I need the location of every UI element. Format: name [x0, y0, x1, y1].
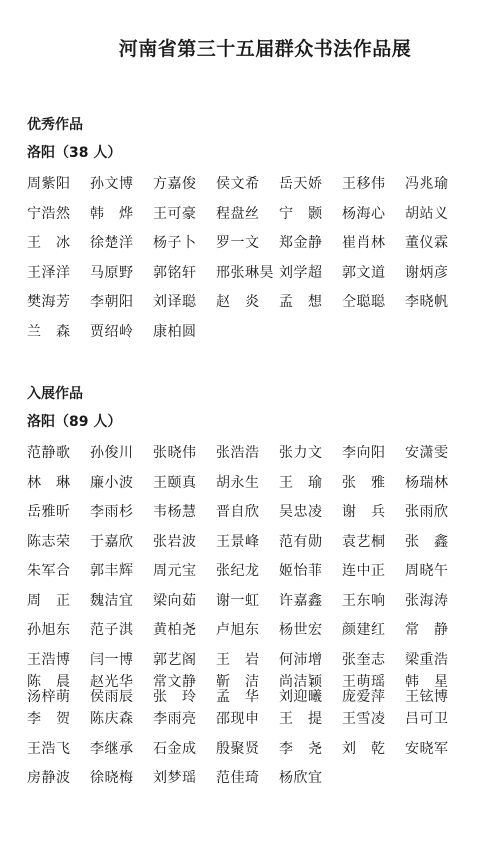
name-entry: 张浩浩: [216, 445, 260, 461]
name-entry: 王 岩: [216, 651, 260, 668]
name-entry: 范佳琦: [216, 770, 260, 786]
name-entry: 范静歌: [27, 445, 71, 461]
name-entry: 尚洁颖: [279, 674, 323, 690]
name-entry: 颜建红: [342, 622, 386, 638]
name-entry: 张 鑫: [405, 533, 449, 550]
name-entry: 庞爱萍: [342, 689, 386, 705]
region-heading: 洛阳（38 人）: [27, 145, 122, 161]
name-entry: 侯文希: [216, 176, 260, 192]
name-entry: 周紫阳: [27, 176, 71, 192]
name-entry: 徐晓梅: [90, 770, 134, 786]
name-entry: 何沛增: [279, 651, 323, 668]
name-entry: 孙俊川: [90, 445, 134, 461]
name-entry: 郭艺阁: [153, 651, 197, 668]
name-entry: 房静波: [27, 770, 71, 786]
name-entry: 李雨亮: [153, 711, 197, 727]
name-entry: 杨海心: [342, 205, 386, 222]
name-entry: 李雨杉: [90, 504, 134, 520]
name-entry: 邵现申: [216, 711, 260, 727]
name-entry: 林 琳: [27, 474, 71, 491]
name-entry: 贾绍岭: [90, 323, 134, 340]
name-entry: 于嘉欣: [90, 533, 134, 550]
name-list: [27, 439, 487, 794]
page-title: 河南省第三十五届群众书法作品展: [118, 38, 412, 60]
name-entry: 王颐真: [153, 474, 197, 491]
name-entry: 杨世宏: [279, 622, 323, 638]
name-entry: 李继承: [90, 740, 134, 757]
name-entry: 姬怡菲: [279, 563, 323, 579]
name-entry: 赵 炎: [216, 294, 260, 310]
name-entry: 常文静: [153, 674, 197, 690]
name-entry: 刘迎曦: [279, 689, 323, 705]
name-entry: 杨子卜: [153, 235, 197, 251]
name-entry: 张 玲: [153, 689, 197, 705]
name-entry: 仝聪聪: [342, 294, 386, 310]
name-entry: 王浩博: [27, 651, 71, 668]
name-entry: 王移伟: [342, 176, 386, 192]
name-entry: 范子淇: [90, 622, 134, 638]
name-entry: 闫一博: [90, 651, 134, 668]
name-entry: 宁浩然: [27, 205, 71, 222]
name-list: [27, 170, 487, 347]
name-entry: 宁 颢: [279, 205, 323, 222]
name-entry: 石金成: [153, 740, 197, 757]
name-entry: 樊海芳: [27, 294, 71, 310]
name-entry: 李晓帆: [405, 294, 449, 310]
name-entry: 李 尧: [279, 740, 323, 757]
name-entry: 韩 烨: [90, 205, 134, 222]
name-entry: 汤梓萌: [27, 689, 71, 705]
name-entry: 马原野: [90, 264, 134, 281]
name-entry: 胡永生: [216, 474, 260, 491]
name-entry: 晋自欣: [216, 504, 260, 520]
name-entry: 康柏圆: [153, 323, 197, 340]
name-entry: 范有勋: [279, 533, 323, 550]
name-entry: 韦杨慧: [153, 504, 197, 520]
name-entry: 梁向茹: [153, 592, 197, 609]
name-entry: 安晓军: [405, 740, 449, 757]
name-entry: 安潇雯: [405, 445, 449, 461]
name-entry: 侯雨辰: [90, 689, 134, 705]
name-entry: 谢炳彦: [405, 264, 449, 281]
name-entry: 杨欣宜: [279, 770, 323, 786]
name-entry: 王 冰: [27, 235, 71, 251]
name-entry: 孙旭东: [27, 622, 71, 638]
name-entry: 靳 洁: [216, 674, 260, 690]
name-entry: 徐楚洋: [90, 235, 134, 251]
name-entry: 陈 晨: [27, 674, 71, 690]
name-entry: 常 静: [405, 622, 449, 638]
name-entry: 王东响: [342, 592, 386, 609]
name-entry: 岳雅昕: [27, 504, 71, 520]
name-entry: 杨瑞林: [405, 474, 449, 491]
name-entry: 王泽洋: [27, 264, 71, 281]
name-entry: 郭丰辉: [90, 563, 134, 579]
name-entry: 张 雅: [342, 474, 386, 491]
name-entry: 王雪凌: [342, 711, 386, 727]
name-entry: 周晓午: [405, 563, 449, 579]
name-entry: 张雨欣: [405, 504, 449, 520]
name-entry: 崔肖林: [342, 235, 386, 251]
name-entry: 刘梦瑶: [153, 770, 197, 786]
excellent-works-section: [27, 114, 487, 347]
name-entry: 连中正: [342, 563, 386, 579]
name-entry: 周 正: [27, 592, 71, 609]
name-entry: 刘 乾: [342, 740, 386, 757]
section-heading: 优秀作品: [27, 117, 83, 133]
name-entry: 罗一文: [216, 235, 260, 251]
name-entry: 陈志荣: [27, 533, 71, 550]
name-entry: 张奎志: [342, 651, 386, 668]
name-entry: 李 贺: [27, 711, 71, 727]
name-entry: 张力文: [279, 445, 323, 461]
name-entry: 邢张琳昊: [216, 264, 274, 281]
name-entry: 孟 华: [216, 689, 260, 705]
name-entry: 朱军合: [27, 563, 71, 579]
name-entry: 袁艺桐: [342, 533, 386, 550]
name-entry: 梁重浩: [405, 651, 449, 668]
name-entry: 张岩波: [153, 533, 197, 550]
name-entry: 刘学超: [279, 264, 323, 281]
name-entry: 吕可卫: [405, 711, 449, 727]
exhibited-works-section: [27, 383, 487, 794]
name-entry: 方嘉俊: [153, 176, 197, 192]
name-entry: 谢 兵: [342, 504, 386, 520]
name-entry: 张海涛: [405, 592, 449, 609]
name-entry: 孟 想: [279, 294, 323, 310]
name-entry: 王 瑜: [279, 474, 323, 491]
name-entry: 卢旭东: [216, 622, 260, 638]
name-entry: 程盘丝: [216, 205, 260, 222]
name-entry: 谢一虹: [216, 592, 260, 609]
name-entry: 许嘉鑫: [279, 592, 323, 609]
name-entry: 李向阳: [342, 445, 386, 461]
name-entry: 王萌瑶: [342, 674, 386, 690]
name-entry: 张晓伟: [153, 445, 197, 461]
name-entry: 魏洁宜: [90, 592, 134, 609]
name-entry: 郭文道: [342, 264, 386, 281]
region-heading: 洛阳（89 人）: [27, 414, 122, 430]
name-entry: 郑金静: [279, 235, 323, 251]
name-entry: 王浩飞: [27, 740, 71, 757]
name-entry: 董仪霖: [405, 235, 449, 251]
name-entry: 殷聚贤: [216, 740, 260, 757]
name-entry: 韩 星: [405, 674, 449, 690]
name-entry: 郭铭轩: [153, 264, 197, 281]
name-entry: 赵光华: [90, 674, 134, 690]
name-entry: 李朝阳: [90, 294, 134, 310]
name-entry: 王可豪: [153, 205, 197, 222]
name-entry: 刘译聪: [153, 294, 197, 310]
name-entry: 黄柏尧: [153, 622, 197, 638]
name-entry: 陈庆森: [90, 711, 134, 727]
name-entry: 张纪龙: [216, 563, 260, 579]
name-entry: 胡站义: [405, 205, 449, 222]
name-entry: 周元宝: [153, 563, 197, 579]
name-entry: 兰 森: [27, 323, 71, 340]
name-entry: 王铉博: [405, 689, 449, 705]
name-entry: 冯兆瑜: [405, 176, 449, 192]
name-entry: 廉小波: [90, 474, 134, 491]
name-entry: 孙文博: [90, 176, 134, 192]
name-entry: 王 提: [279, 711, 323, 727]
name-entry: 王景峰: [216, 533, 260, 550]
name-entry: 岳天娇: [279, 176, 323, 192]
name-entry: 吴忠凌: [279, 504, 323, 520]
section-heading: 入展作品: [27, 386, 83, 402]
